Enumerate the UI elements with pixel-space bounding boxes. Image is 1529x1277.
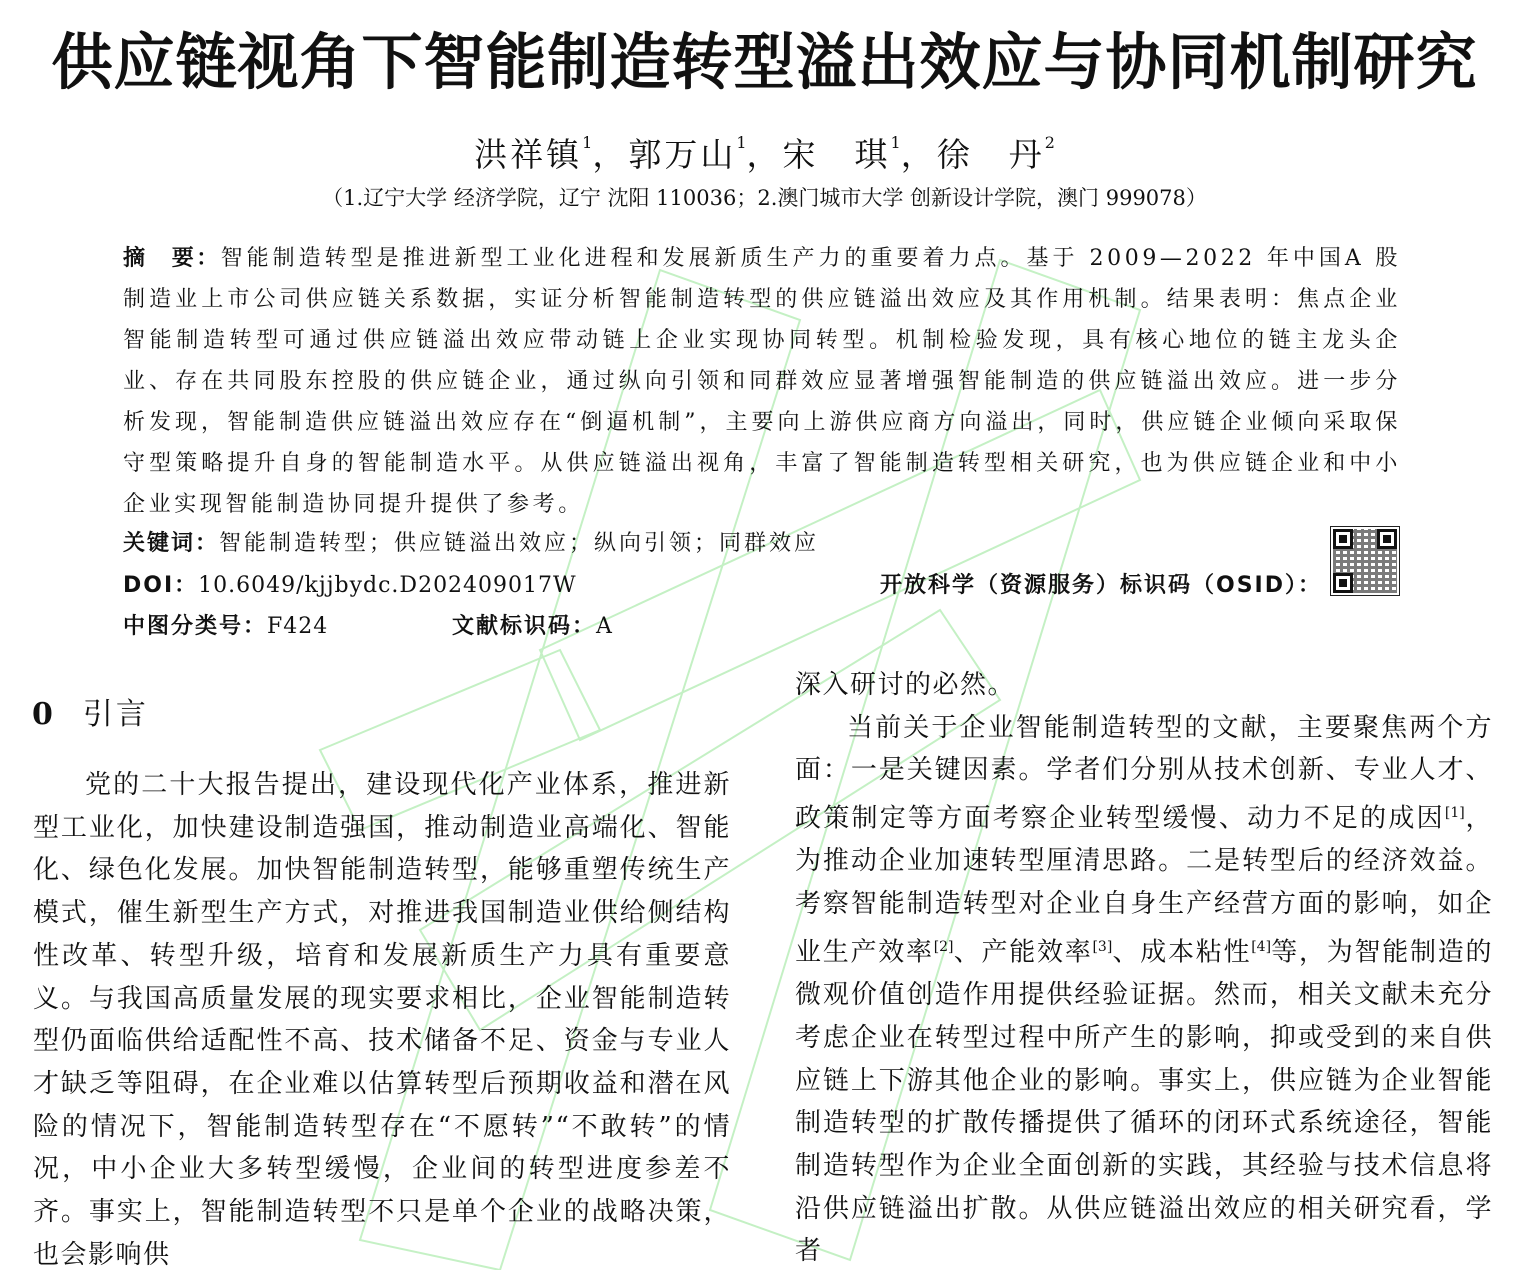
doi-link[interactable]: 10.6049/kjjbydc.D202409017W [198,573,577,598]
body-paragraph-continued: 深入研讨的必然。 [795,670,1016,700]
author-affiliation-mark: 1 [890,133,901,152]
body-column-right [795,664,1493,1273]
classification-number [123,607,328,647]
author-name: 郭万山 [628,135,737,174]
body-text: 当前关于企业智能制造转型的文献，主要聚焦两个方面：一是关键因素。学者们分别从技术创新、专业人才、政策制定等方面考察企业转型缓慢、动力不足的成因 [795,712,1493,834]
keywords-label: 关键词： [123,531,220,556]
author-affiliation-mark: 2 [1044,133,1055,152]
author-name: 宋 琪 [782,135,891,174]
paper-title: 供应链视角下智能制造转型溢出效应与协同机制研究 [51,27,1478,98]
author-affiliation-mark: 1 [582,133,593,152]
classification-value: F424 [267,614,329,639]
body-text: ，为推动企业加速转型厘清思路。二是转型后的经济效益。考察智能制造转型对企业自身生产经营方面的影响，如企业生产效率 [795,803,1493,968]
section-number: 0 [32,697,53,732]
document-code [452,607,613,647]
body-text: 、成本粘性 [1112,937,1252,968]
section-heading [32,692,149,738]
abstract [123,238,1401,525]
document-code-label: 文献标识码： [452,614,597,639]
classification-label: 中图分类号： [123,614,268,639]
section-title: 引言 [82,697,149,732]
author-list [0,124,1529,180]
citation-ref[interactable]: [2] [933,938,954,955]
body-paragraph [795,707,1493,1273]
abstract-text: 智能制造转型是推进新型工业化进程和发展新质生产力的重要着力点。基于 2009—2022 年中国A 股制造业上市公司供应链关系数据，实证分析智能制造转型的供应链溢出效应及其作用机制。结果表明：焦点企业智能制造转型可通过供应链溢出效应带动链上企业实现协同转型。机制检验发现，具有核心地位的链主龙头企业、存在共同股东控股的供应链企业，通过纵向引领和同群效应显著增强智能制造的供应链溢出效应。进一步分析发现，智能制造供应链溢出效应存在“倒逼机制”，主要向上游供应商方向溢出，同时，供应链企业倾向采取保守型策略提升自身的智能制造水平。从供应链溢出视角，丰富了智能制造转型相关研究，也为供应链企业和中小企业实现智能制造协同提升提供了参考。 [123,246,1401,517]
body-paragraph: 党的二十大报告提出，建设现代化产业体系，推进新型工业化，加快建设制造强国，推动制造业高端化、智能化、绿色化发展。加快智能制造转型，能够重塑传统生产模式，催生新型生产方式，对推进我国制造业供给侧结构性改革、转型升级，培育和发展新质生产力具有重要意义。与我国高质量发展的现实要求相比，企业智能制造转型仍面临供给适配性不高、技术储备不足、资金与专业人才缺乏等阻碍，在企业难以估算转型后预期收益和潜在风险的情况下，智能制造转型存在“不愿转”“不敢转”的情况，中小企业大多转型缓慢，企业间的转型进度参差不齐。事实上，智能制造转型不只是单个企业的战略决策，也会影响供 [33,770,731,1270]
doi-label: DOI： [123,573,199,598]
document-code-value: A [596,614,613,639]
body-text: 、产能效率 [953,937,1093,968]
author-separator: ， [746,135,783,174]
citation-ref[interactable]: [3] [1092,938,1113,955]
keywords [123,524,819,564]
osid [880,566,1322,606]
keywords-text: 智能制造转型；供应链溢出效应；纵向引领；同群效应 [219,531,820,556]
doi [123,566,577,606]
citation-ref[interactable]: [1] [1444,805,1465,822]
author-name: 洪祥镇 [474,135,583,174]
author-separator: ， [900,135,937,174]
qr-code-icon[interactable] [1330,526,1400,596]
affiliations: （1.辽宁大学 经济学院，辽宁 沈阳 110036；2.澳门城市大学 创新设计学院，澳门 999078） [322,186,1207,210]
author-affiliation-mark: 1 [736,133,747,152]
author-name: 徐 丹 [936,135,1045,174]
abstract-label: 摘 要： [123,246,221,271]
author-separator: ， [592,135,629,174]
body-column-left [33,764,731,1276]
body-text: 等，为智能制造的微观价值创造作用提供经验证据。然而，相关文献未充分考虑企业在转型过程中所产生的影响，抑或受到的来自供应链上下游其他企业的影响。事实上，供应链为企业智能制造转型的扩散传播提供了循环的闭环式系统途径，智能制造转型作为企业全面创新的实践，其经验与技术信息将沿供应链溢出扩散。从供应链溢出效应的相关研究看，学者 [795,937,1493,1267]
citation-ref[interactable]: [4] [1251,938,1272,955]
osid-label: 开放科学（资源服务）标识码（OSID）： [880,573,1322,598]
